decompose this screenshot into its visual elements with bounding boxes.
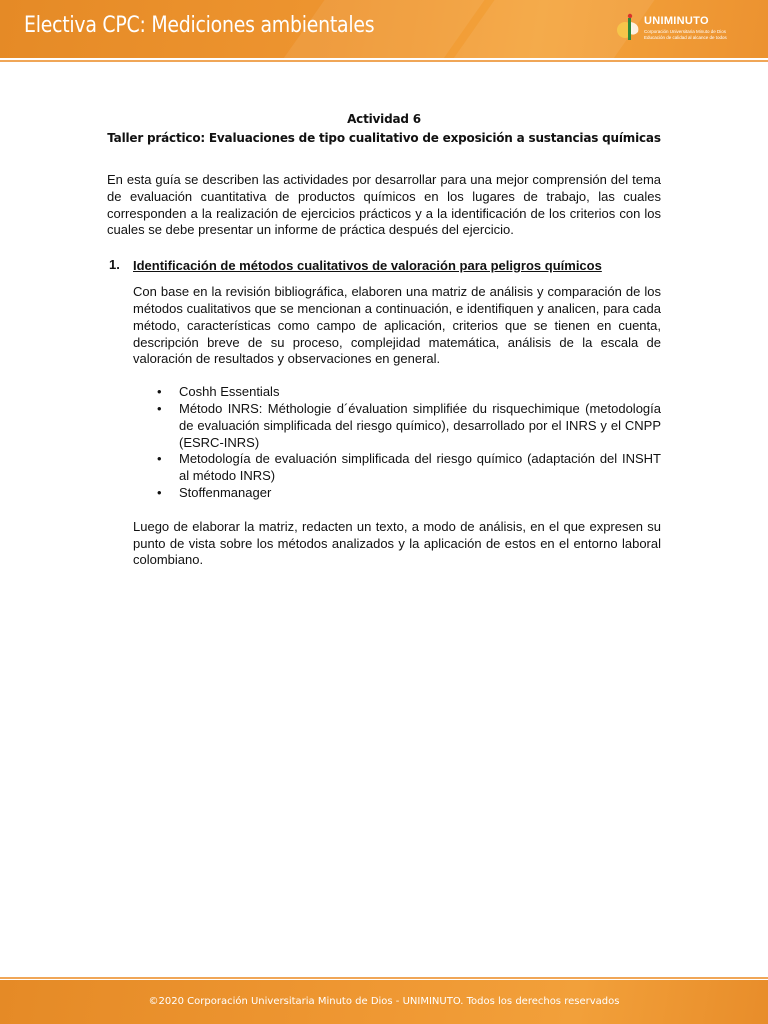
method-text: Stoffenmanager <box>179 484 272 500</box>
list-item <box>133 384 661 401</box>
bullet-icon: • <box>157 484 162 500</box>
course-title: Electiva CPC: Mediciones ambientales <box>24 13 375 38</box>
document-body <box>107 110 661 569</box>
bullet-icon: • <box>157 400 162 416</box>
page-header <box>0 0 768 58</box>
methods-list <box>133 384 661 502</box>
bullet-icon: • <box>157 384 162 400</box>
list-item <box>133 485 661 502</box>
section-number: 1. <box>109 257 120 273</box>
list-item <box>133 451 661 485</box>
logo-name: UNIMINUTO <box>644 15 709 27</box>
bullet-icon: • <box>157 451 162 467</box>
method-text: Metodología de evaluación simplificada del riesgo químico (adaptación del INSHT al método INRS) <box>179 451 661 484</box>
list-item <box>133 401 661 451</box>
logo-mark-icon <box>616 12 642 44</box>
activity-subheading: Taller práctico: Evaluaciones de tipo cualitativo de exposición a sustancias químicas <box>107 131 661 145</box>
logo-subtitle: Corporación Universitaria Minuto de Dios <box>644 29 727 34</box>
method-text: Coshh Essentials <box>179 384 280 400</box>
header-divider <box>0 60 768 62</box>
activity-heading: Actividad 6 <box>347 112 421 126</box>
method-text: Método INRS: Méthologie d´évaluation simplifiée du risquechimique (metodología de evaluación simplificada del riesgo químico), desarrollado por el INRS y el CNPP (ESRC-INRS) <box>179 400 661 450</box>
intro-paragraph: En esta guía se describen las actividades por desarrollar para una mejor comprensión del tema de evaluación cuantitativa de productos químicos en los lugares de trabajo, las cuales corresponden a la realización de ejercicios prácticos y a la identificación de los criterios con los cuales se debe presentar un informe de práctica después del ejercicio. <box>107 172 661 238</box>
uniminuto-logo <box>616 12 746 46</box>
logo-tagline: Educación de calidad al alcance de todos <box>644 35 727 40</box>
closing-paragraph: Luego de elaborar la matriz, redacten un texto, a modo de análisis, en el que expresen su punto de vista sobre los métodos analizados y la aplicación de estos en el entorno laboral colombiano. <box>133 518 661 568</box>
section-body: Con base en la revisión bibliográfica, elaboren una matriz de análisis y comparación de los métodos cualitativos que se mencionan a continuación, e identifiquen y analicen, para cada método, características como campo de aplicación, criterios que se tienen en cuenta, descripción breve de su proceso, complejidad matemática, análisis de la escala de valoración de resultados y observaciones en general. <box>133 284 661 367</box>
section-title: Identificación de métodos cualitativos de valoración para peligros químicos <box>133 258 602 274</box>
copyright-text: ©2020 Corporación Universitaria Minuto de Dios - UNIMINUTO. Todos los derechos reservados <box>148 996 620 1007</box>
footer-divider <box>0 977 768 979</box>
page-footer <box>0 980 768 1024</box>
section-1 <box>107 257 661 569</box>
